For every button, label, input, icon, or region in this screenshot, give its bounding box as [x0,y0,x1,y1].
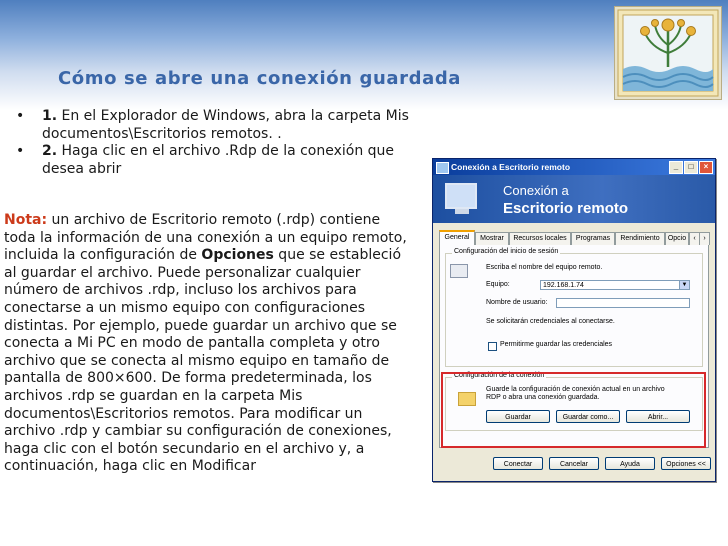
open-button[interactable]: Abrir... [626,410,690,423]
dialog-titlebar [433,159,715,175]
page-title: Cómo se abre una conexión guardada [58,68,462,89]
list-item [16,108,416,143]
note-bold-word: Opciones [201,247,274,264]
bullet-marker: • [16,108,25,124]
dialog-banner [433,175,715,223]
tab-opciones[interactable]: Opcio [665,232,689,245]
dialog-tabs [439,231,709,246]
save-credentials-label: Permitirme guardar las credenciales [500,341,613,348]
note-text-before: un archivo de Escritorio remoto (.rdp) contiene toda la información de una conexión a un equipo remoto, incluida la configuración de [4,212,407,264]
save-credentials-checkbox[interactable] [488,342,497,351]
list-item [16,143,416,178]
credentials-note: Se solicitarán credenciales al conectarse. [486,318,615,325]
computer-value: 192.168.1.74 [543,282,584,289]
minimize-button[interactable]: _ [669,161,683,174]
monitor-stand-icon [455,209,469,214]
step-number: 2. [42,143,58,159]
connection-description-1: Guarde la configuración de conexión actual en un archivo [486,386,665,393]
step-number: 1. [42,108,58,124]
close-button[interactable]: × [699,161,713,174]
computer-icon [450,264,468,278]
coat-of-arms-logo [614,6,722,100]
tab-mostrar[interactable]: Mostrar [475,232,509,245]
connect-button[interactable]: Conectar [493,457,543,470]
note-paragraph [4,212,414,476]
tab-rendimiento[interactable]: Rendimiento [615,232,665,245]
login-prompt: Escriba el nombre del equipo remoto. [486,264,603,271]
username-label: Nombre de usuario: [486,299,548,306]
monitor-icon [445,183,477,209]
tab-general[interactable]: General [439,230,475,247]
chevron-down-icon[interactable]: ▼ [679,281,689,289]
save-button[interactable]: Guardar [486,410,550,423]
dialog-title: Conexión a Escritorio remoto [451,162,571,172]
login-group-caption: Configuración del inicio de sesión [454,248,559,255]
note-label: Nota: [4,212,48,228]
banner-line1: Conexión a [503,183,569,198]
computer-label: Equipo: [486,281,510,288]
save-as-button[interactable]: Guardar como... [556,410,620,423]
step-text: Haga clic en el archivo .Rdp de la conexión que desea abrir [42,143,395,177]
steps-list [16,108,416,178]
connection-description-2: RDP o abra una conexión guardada. [486,394,600,401]
tab-recursos-locales[interactable]: Recursos locales [509,232,571,245]
note-text-after: que se estableció al guardar el archivo. Puede personalizar cualquier número de archivos .rdp, incluso los archivos para conectarse a un mismo equipo con configuraciones distintas. Por ejemplo, puede guardar un archivo que se conecta a Mi PC en modo de pantalla completa y otro archivo que se conecta al mismo equipo en tamaño de pantalla de 800×600. De forma predeterminada, los archivos .rdp se guardan en la carpeta Mis documentos\Escritorios remotos. Para modificar un archivo .rdp y cambiar su configuración de conexiones, haga clic con el botón secundario en el archivo y, a continuación, haga clic en Modificar [4,247,402,475]
step-text: En el Explorador de Windows, abra la carpeta Mis documentos\Escritorios remotos. . [42,108,409,142]
maximize-button[interactable]: □ [684,161,698,174]
options-button[interactable]: Opciones << [661,457,711,470]
banner-line2: Escritorio remoto [503,200,629,217]
tab-scroll-left[interactable]: ‹ [689,232,700,245]
help-button[interactable]: Ayuda [605,457,655,470]
connection-group-caption: Configuración de la conexión [454,372,545,379]
coat-of-arms-image [615,7,721,99]
highlight-box [441,372,706,448]
computer-field[interactable] [540,280,690,290]
app-icon [436,162,449,174]
bullet-marker: • [16,143,25,159]
tab-programas[interactable]: Programas [571,232,615,245]
tab-scroll-right[interactable]: › [699,232,710,245]
login-settings-group [445,248,703,367]
cancel-button[interactable]: Cancelar [549,457,599,470]
username-field[interactable] [556,298,690,308]
